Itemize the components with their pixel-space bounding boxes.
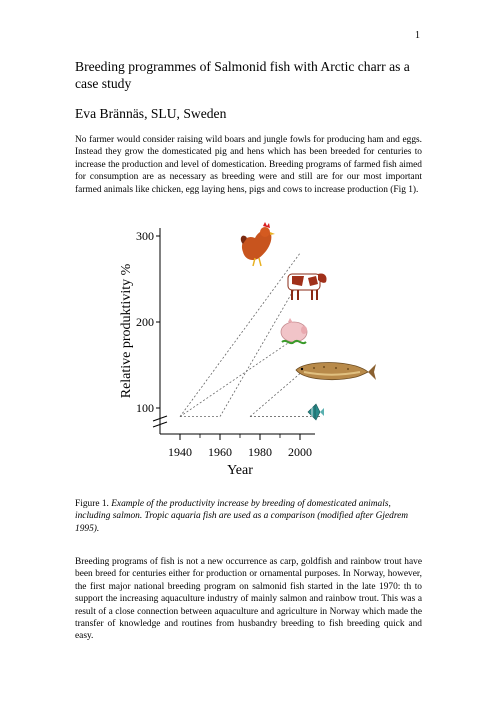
salmon-icon [296, 363, 376, 380]
y-tick-label: 100 [136, 401, 154, 415]
aquaria-fish-icon [308, 404, 324, 420]
y-axis-label: Relative produktivity % [119, 263, 134, 399]
series-line-cow [220, 279, 300, 417]
pig-icon [281, 318, 307, 343]
figure-1 [100, 216, 390, 491]
series-line-salmon [250, 374, 300, 417]
intro-paragraph: No farmer would consider raising wild boars and jungle fowls for producing ham and eggs. Instead they grow the domesticated pig and hens which has been breeded for centuries to increase the production and level of domestication. Breeding programs of farmed fish aimed for consumption are as necessary as breeding were and still are for our most important farmed animals like chicken, egg laying hens, pigs and cows to increase production (Fig 1). [75, 135, 422, 195]
cow-icon [288, 273, 327, 300]
y-tick-label: 300 [136, 229, 154, 243]
body-paragraph-2: Breeding programs of fish is not a new occurrence as carp, goldfish and rainbow trout have been breed for centuries either for production or ornamental purposes. In Norway, however, the first major national breeding program on salmonid fish started in the late 1970: th to support the increasing aquaculture industry of mainly salmon and rainbow trout. This was a result of a close connection between aquaculture and agriculture in Norway which made the transfer of knowledge and routines from husbandry breeding to fish breeding quick and easy. [75, 557, 422, 642]
document-title: Breeding programmes of Salmonid fish with Arctic charr as a case study [75, 59, 410, 91]
x-tick-label: 1980 [248, 445, 272, 459]
caption-label: Figure 1. [75, 499, 109, 509]
caption-text: Example of the productivity increase by breeding of domesticated animals, including salmon. Tropic aquaria fish are used as a comparison (modified after Gjedrem 1995). [75, 499, 409, 534]
x-tick-label: 1960 [208, 445, 232, 459]
x-tick-label: 1940 [168, 445, 192, 459]
page-number: 1 [415, 30, 420, 41]
y-tick-label: 200 [136, 315, 154, 329]
productivity-chart [100, 216, 390, 486]
author-line: Eva Brännäs, SLU, Sweden [75, 106, 227, 121]
x-tick-label: 2000 [288, 445, 312, 459]
x-axis-label: Year [227, 463, 253, 478]
figure-caption [75, 498, 422, 535]
series-line-pig [180, 335, 300, 417]
chicken-icon [241, 222, 275, 266]
